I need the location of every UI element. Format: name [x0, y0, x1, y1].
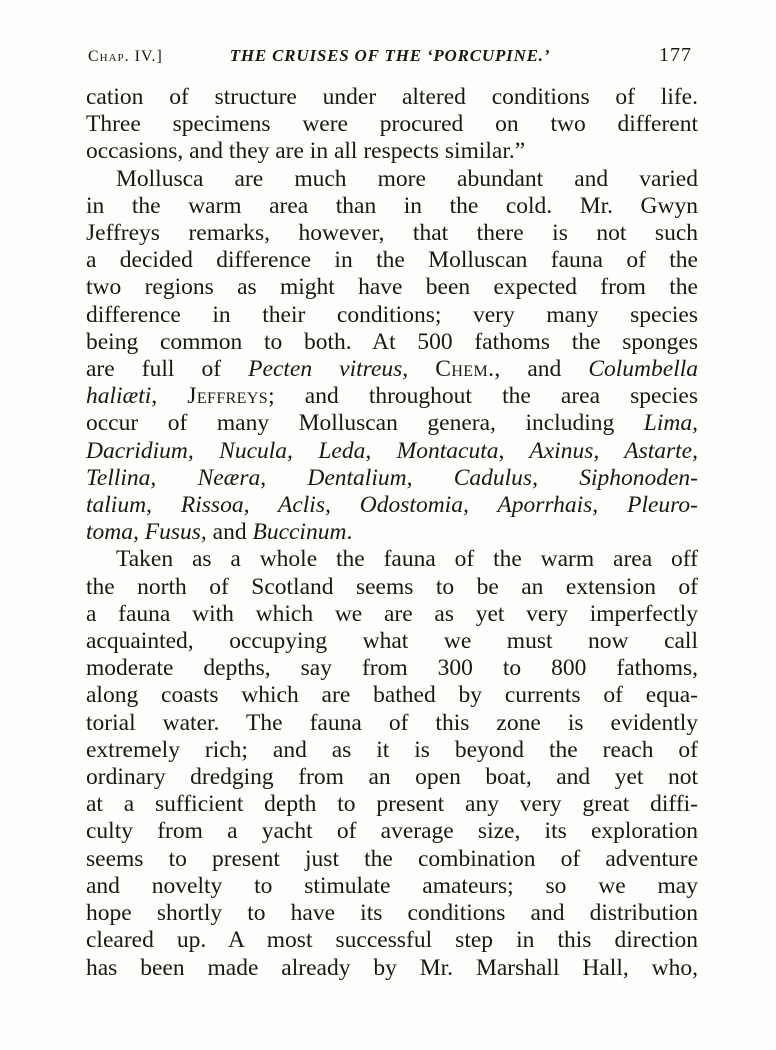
text-line — [86, 927, 698, 954]
body-text: occasions, and they are in all respects similar.” — [86, 138, 526, 165]
body-text: culty from a yacht of average size, its exploration — [86, 818, 698, 845]
text-line — [86, 111, 698, 138]
text-line — [86, 492, 698, 519]
body-text: extremely rich; and as it is beyond the reach of — [86, 736, 698, 763]
text-line — [86, 655, 698, 682]
text-line — [86, 84, 698, 111]
body-text: . — [346, 519, 353, 546]
body-text-block — [86, 84, 698, 982]
body-text: two regions as might have been expected from the — [86, 274, 698, 301]
body-text: hope shortly to have its conditions and distribution — [86, 900, 698, 927]
text-line — [86, 519, 698, 546]
body-text: seems to present just the combination of adventure — [86, 845, 698, 872]
chapter-label: Chap. IV.] — [88, 48, 163, 65]
text-line — [86, 955, 698, 982]
italic-text: Lima, — [643, 410, 698, 437]
body-text: cleared up. A most successful step in this direction — [86, 927, 698, 954]
italic-text: Pecten vitreus — [248, 356, 403, 383]
body-text: ; and throughout the area species — [268, 383, 699, 410]
text-line — [86, 873, 698, 900]
text-line — [86, 329, 698, 356]
text-line — [86, 710, 698, 737]
body-text: moderate depths, say from 300 to 800 fathoms, — [86, 655, 698, 682]
paragraph-3 — [86, 546, 698, 981]
text-line — [86, 601, 698, 628]
italic-text: Buccinum — [252, 519, 347, 546]
body-text: , and — [494, 356, 589, 383]
text-line — [86, 274, 698, 301]
text-line — [86, 410, 698, 437]
running-head — [88, 44, 692, 68]
text-line — [86, 682, 698, 709]
body-text: along coasts which are bathed by currents of equa- — [86, 682, 698, 709]
text-line — [86, 737, 698, 764]
body-text: ordinary dredging from an open boat, and yet not — [86, 764, 698, 791]
text-line — [86, 383, 698, 410]
text-line — [86, 846, 698, 873]
text-line — [86, 546, 698, 573]
smallcaps-text: Chem. — [435, 356, 495, 383]
text-line — [86, 900, 698, 927]
text-line — [86, 247, 698, 274]
body-text: occur of many Molluscan genera, including — [86, 410, 644, 437]
paragraph-1 — [86, 84, 698, 166]
italic-text: haliæti — [86, 383, 152, 410]
paragraph-2 — [86, 166, 698, 547]
italic-text: Columbella — [588, 356, 699, 383]
body-text: and novelty to stimulate amateurs; so we may — [86, 872, 698, 899]
body-text: , — [402, 356, 436, 383]
body-text: Taken as a whole the fauna of the warm area off — [116, 546, 698, 573]
body-text: in the warm area than in the cold. Mr. Gwyn — [86, 192, 698, 219]
text-line — [86, 438, 698, 465]
text-line — [86, 791, 698, 818]
body-text: , — [151, 383, 188, 410]
italic-text: talium, Rissoa, Aclis, Odostomia, Aporrhais, Pleuro- — [86, 492, 698, 519]
body-text: a decided difference in the Molluscan fauna of the — [86, 247, 698, 274]
body-text: torial water. The fauna of this zone is evidently — [86, 709, 698, 736]
page-title: THE CRUISES OF THE ‘PORCUPINE.’ — [229, 46, 551, 65]
smallcaps-text: Jeffreys — [187, 383, 269, 410]
body-text: Mollusca are much more abundant and varied — [116, 165, 698, 192]
body-text: a fauna with which we are as yet very imperfectly — [86, 600, 698, 627]
body-text: Three specimens were procured on two different — [86, 111, 698, 138]
text-line — [86, 138, 698, 165]
text-line — [86, 764, 698, 791]
body-text: cation of structure under altered conditions of life. — [86, 84, 698, 110]
body-text: Jeffreys remarks, however, that there is not such — [86, 220, 698, 247]
italic-text: Tellina, Neæra, Dentalium, Cadulus, Siphonoden- — [86, 464, 698, 491]
page-number: 177 — [659, 44, 692, 66]
text-line — [86, 193, 698, 220]
text-line — [86, 574, 698, 601]
body-text: difference in their conditions; very many species — [86, 301, 698, 328]
text-line — [86, 628, 698, 655]
text-line — [86, 356, 698, 383]
text-line — [86, 302, 698, 329]
body-text: are full of — [86, 356, 249, 383]
body-text: at a sufficient depth to present any very great diffi- — [86, 791, 698, 818]
body-text: has been made already by Mr. Marshall Hall, who, — [86, 954, 698, 981]
text-line — [86, 166, 698, 193]
italic-text: toma, Fusus, — [86, 519, 207, 546]
italic-text: Dacridium, Nucula, Leda, Montacuta, Axinus, Astarte, — [86, 437, 698, 464]
text-line — [86, 465, 698, 492]
body-text: acquainted, occupying what we must now call — [86, 628, 698, 655]
body-text: and — [206, 519, 253, 546]
body-text: being common to both. At 500 fathoms the sponges — [86, 328, 698, 355]
text-line — [86, 220, 698, 247]
body-text: the north of Scotland seems to be an extension of — [86, 573, 698, 600]
text-line — [86, 818, 698, 845]
